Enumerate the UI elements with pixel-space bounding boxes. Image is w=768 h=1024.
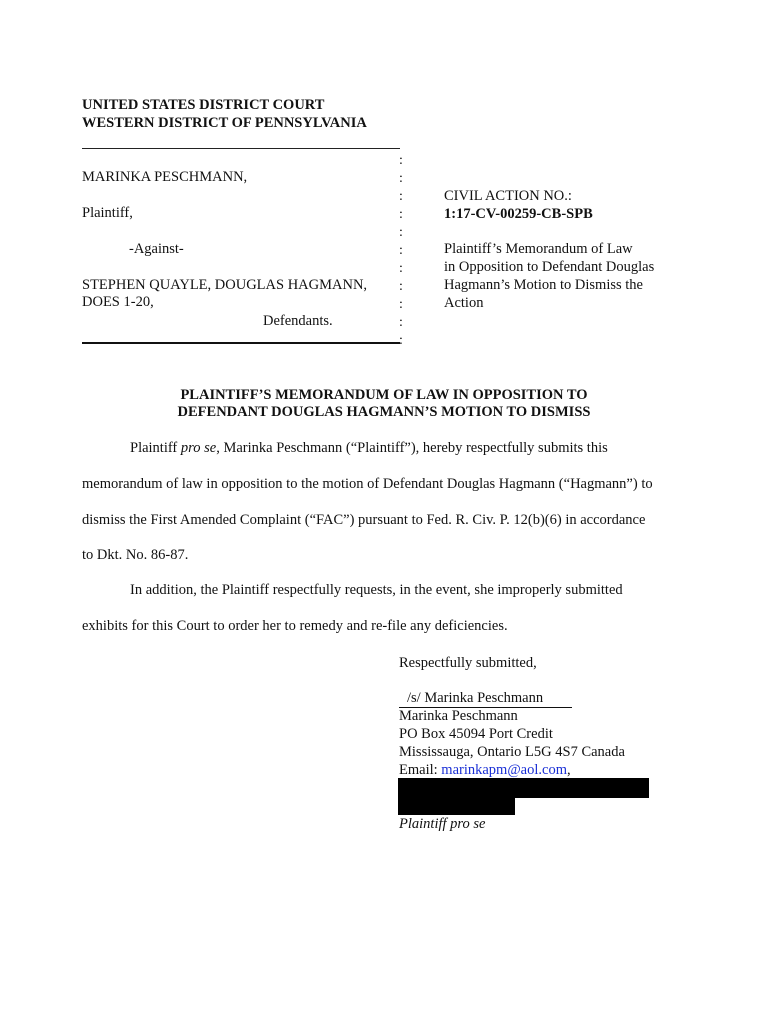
case-number: 1:17-CV-00259-CB-SPB	[444, 206, 593, 222]
court-district: WESTERN DISTRICT OF PENNSYLVANIA	[82, 115, 367, 131]
doc-desc-line: Plaintiff’s Memorandum of Law	[444, 241, 633, 257]
redaction-bar	[398, 797, 515, 815]
defendants-names: STEPHEN QUAYLE, DOUGLAS HAGMANN,	[82, 277, 368, 293]
body-text: , Marinka Peschmann (“Plaintiff”), hereby respectfully submits this	[216, 440, 608, 456]
body-paragraph-1-line-1	[130, 440, 608, 457]
defendants-label: Defendants.	[263, 313, 333, 329]
document-description	[444, 240, 654, 312]
court-name: UNITED STATES DISTRICT COURT	[82, 97, 325, 113]
address-line-1: PO Box 45094 Port Credit	[399, 726, 553, 742]
signature-line: /s/ Marinka Peschmann	[399, 689, 572, 708]
caption-bottom-rule	[82, 342, 400, 344]
body-paragraph-1-line-2: memorandum of law in opposition to the motion of Defendant Douglas Hagmann (“Hagmann”) to	[82, 476, 653, 492]
caption-top-rule	[82, 148, 400, 149]
email-label: Email:	[399, 762, 442, 778]
signer-name: Marinka Peschmann	[399, 708, 518, 724]
email-suffix: ,	[567, 762, 571, 778]
against-label: -Against-	[129, 241, 184, 257]
email-link[interactable]: marinkapm@aol.com	[441, 762, 567, 778]
body-text: Plaintiff	[130, 440, 181, 456]
body-paragraph-2-line-1: In addition, the Plaintiff respectfully requests, in the event, she improperly submitted	[130, 582, 623, 598]
document-title-line1: PLAINTIFF’S MEMORANDUM OF LAW IN OPPOSITION TO	[180, 387, 588, 403]
signer-role: Plaintiff pro se	[399, 816, 486, 832]
plaintiff-label: Plaintiff,	[82, 205, 133, 221]
email-line	[399, 761, 571, 779]
redaction-bar	[398, 778, 649, 798]
plaintiff-name: MARINKA PESCHMANN,	[82, 169, 248, 185]
civil-action-label: CIVIL ACTION NO.:	[444, 188, 572, 204]
body-paragraph-1-line-4: to Dkt. No. 86-87.	[82, 547, 189, 563]
signature-closing: Respectfully submitted,	[399, 655, 537, 671]
body-paragraph-2-line-2: exhibits for this Court to order her to remedy and re-file any deficiencies.	[82, 618, 508, 634]
defendants-does: DOES 1-20,	[82, 294, 154, 310]
caption-colon-column: : : : : : : : : : : :	[399, 153, 403, 348]
pro-se-italic: pro se	[180, 440, 217, 456]
address-line-2: Mississauga, Ontario L5G 4S7 Canada	[399, 744, 625, 760]
body-paragraph-1-line-3: dismiss the First Amended Complaint (“FAC”) pursuant to Fed. R. Civ. P. 12(b)(6) in accordance	[82, 512, 646, 528]
doc-desc-line: in Opposition to Defendant Douglas	[444, 259, 655, 275]
document-title-line2: DEFENDANT DOUGLAS HAGMANN’S MOTION TO DISMISS	[177, 404, 591, 420]
doc-desc-line: Action	[444, 295, 484, 311]
doc-desc-line: Hagmann’s Motion to Dismiss the	[444, 277, 643, 293]
